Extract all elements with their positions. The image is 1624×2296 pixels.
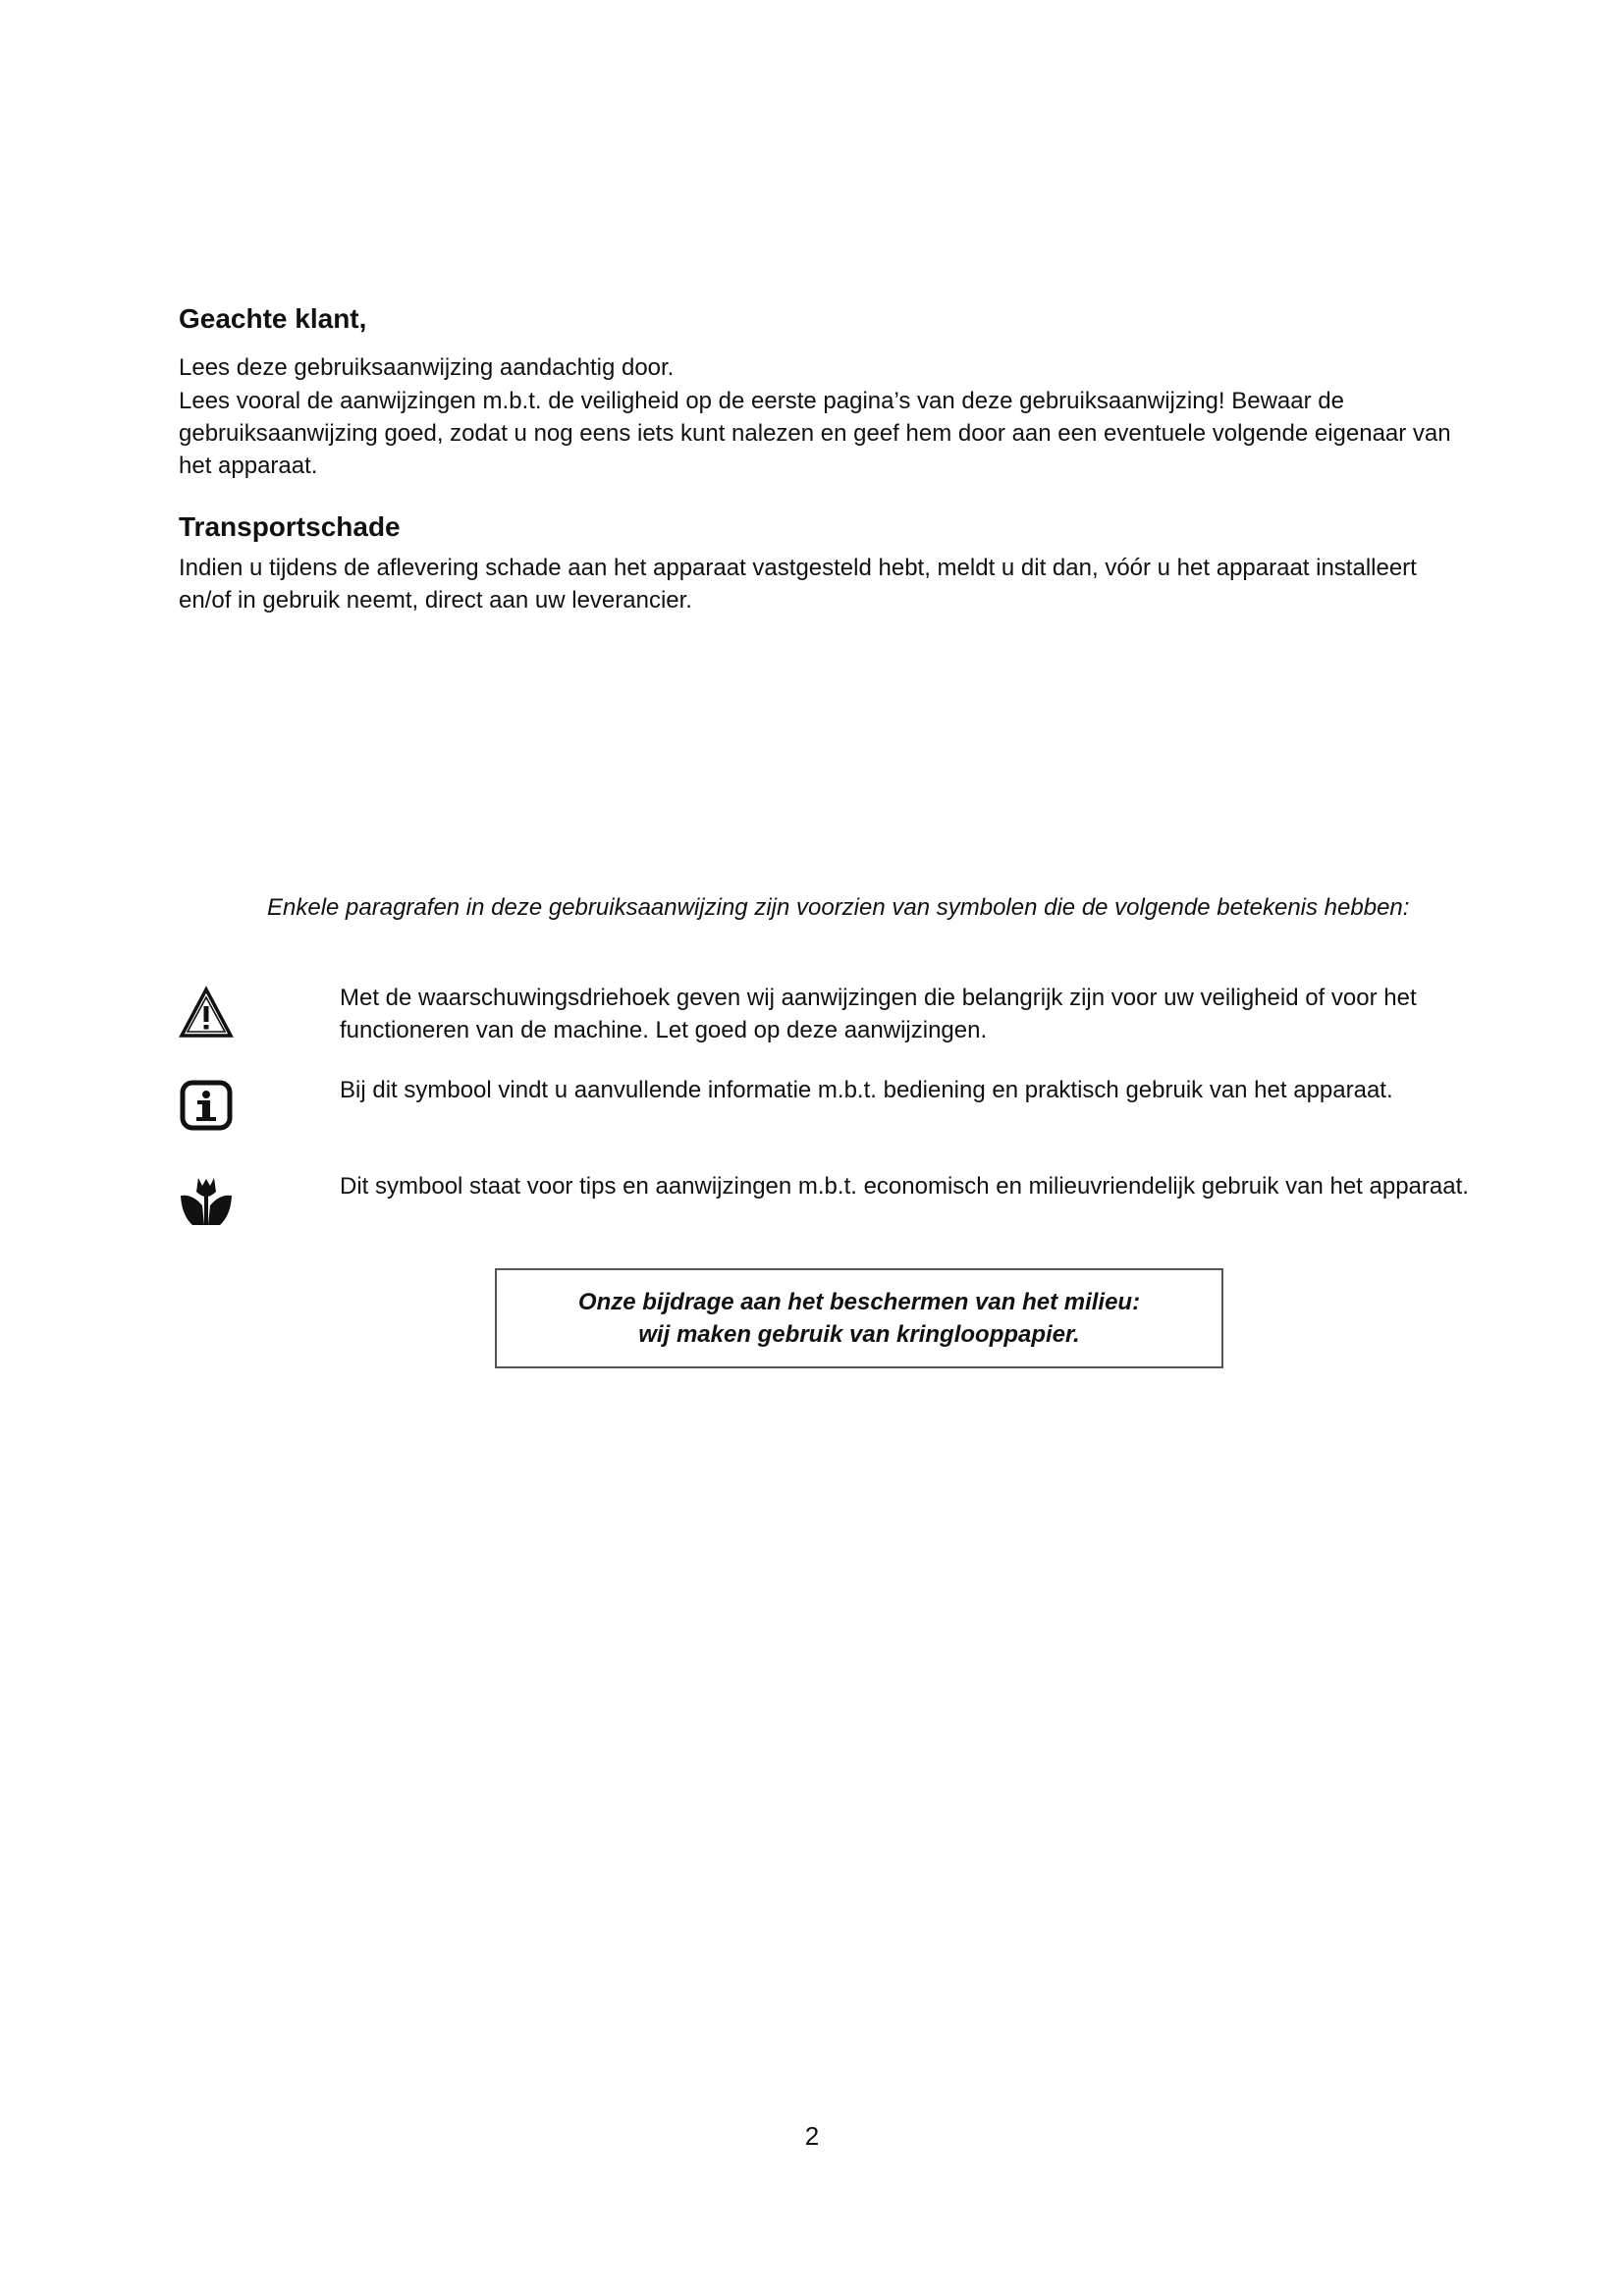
page-number: 2: [804, 2121, 820, 2151]
warning-triangle-icon: [179, 986, 234, 1041]
notice-line-1: Onze bijdrage aan het beschermen van het milieu:: [577, 1289, 1141, 1315]
symbol-text-warning: Met de waarschuwingsdriehoek geven wij aanwijzingen die belangrijk zijn voor uw veiligheid of voor het functioneren van de machine. Let goed op deze aanwijzingen.: [340, 985, 1417, 1043]
transport-heading: Transportschade: [179, 511, 401, 542]
greeting-line-1: Lees deze gebruiksaanwijzing aandachtig door.: [179, 354, 675, 381]
greeting-line-2: Lees vooral de aanwijzingen m.b.t. de veiligheid op de eerste pagina’s van deze gebruiksaanwijzing! Bewaar de gebruiksaanwijzing goed, zodat u nog eens iets kunt nalezen en geef hem door aan een eventuele volgende eigenaar van het apparaat.: [179, 388, 1451, 479]
symbol-text-info: Bij dit symbool vindt u aanvullende informatie m.b.t. bediening en praktisch gebruik van het apparaat.: [340, 1077, 1393, 1103]
notice-line-2: wij maken gebruik van kringlooppapier.: [638, 1321, 1080, 1348]
transport-text: Indien u tijdens de aflevering schade aan het apparaat vastgesteld hebt, meldt u dit dan, vóór u het apparaat installeert en/of in gebruik neemt, direct aan uw leverancier.: [179, 555, 1417, 614]
symbols-intro: Enkele paragrafen in deze gebruiksaanwijzing zijn voorzien van symbolen die de volgende betekenis hebben:: [267, 894, 1410, 921]
eco-flower-icon: [179, 1174, 234, 1229]
greeting-heading: Geachte klant,: [179, 303, 367, 334]
symbol-text-eco: Dit symbool staat voor tips en aanwijzingen m.b.t. economisch en milieuvriendelijk gebruik van het apparaat.: [340, 1173, 1469, 1200]
environment-notice-box: [495, 1268, 1223, 1368]
info-icon: [179, 1078, 234, 1133]
